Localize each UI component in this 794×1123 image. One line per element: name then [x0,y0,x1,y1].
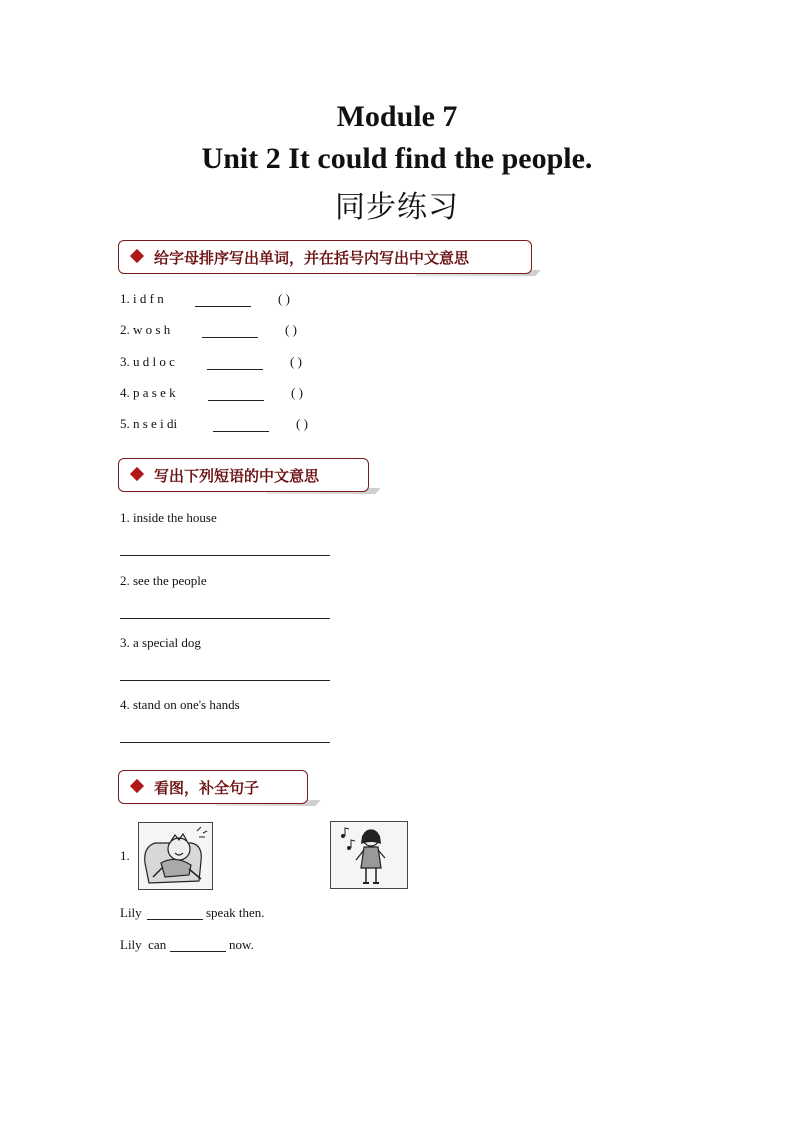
picture-girl-singing [330,821,408,889]
section-2-header [118,458,383,494]
meaning-brackets: ( ) [285,322,297,337]
sentence-2-end: now. [229,937,254,952]
answer-blank[interactable] [208,400,264,401]
phrase-item: 4. stand on one's hands [120,697,240,712]
meaning-brackets: ( ) [291,385,303,400]
sentence-1-start: Lily [120,905,142,920]
phrase-item: 3. a special dog [120,635,201,650]
phrase-item: 2. see the people [120,573,207,588]
section-3-header [118,770,323,806]
meaning-brackets: ( ) [296,416,308,431]
answer-blank[interactable] [213,431,269,432]
answer-line[interactable] [120,742,330,743]
picture-baby-crying [138,822,213,890]
meaning-brackets: ( ) [278,291,290,306]
phrase-item: 1. inside the house [120,510,217,525]
section-1-heading: 给字母排序写出单词，并在括号内写出中文意思 [154,249,470,267]
section-1-header [118,240,538,276]
practice-subtitle: 同步练习 [335,190,459,225]
girl-illustration [331,822,407,888]
section-3-heading: 看图，补全句子 [154,779,260,797]
sentence-2-start: Lily can [120,937,167,952]
sentence-1-end: speak then. [206,905,265,920]
module-title: Module 7 [336,100,458,133]
scramble-item: 3. u d l o c [120,354,175,369]
answer-line[interactable] [120,680,330,681]
answer-blank[interactable] [202,337,258,338]
meaning-brackets: ( ) [290,354,302,369]
scramble-item: 4. p a s e k [120,385,176,400]
scramble-item: 2. w o s h [120,322,171,337]
sentence-1-blank[interactable] [147,919,203,920]
section-2-heading: 写出下列短语的中文意思 [154,467,320,485]
answer-line[interactable] [120,555,330,556]
sentence-2-blank[interactable] [170,951,226,952]
baby-illustration [139,823,212,889]
question-number: 1. [120,848,130,863]
unit-title: Unit 2 It could find the people. [201,142,593,175]
scramble-item: 1. i d f n [120,291,164,306]
answer-blank[interactable] [195,306,251,307]
answer-blank[interactable] [207,369,263,370]
scramble-item: 5. n s e i di [120,416,178,431]
answer-line[interactable] [120,618,330,619]
